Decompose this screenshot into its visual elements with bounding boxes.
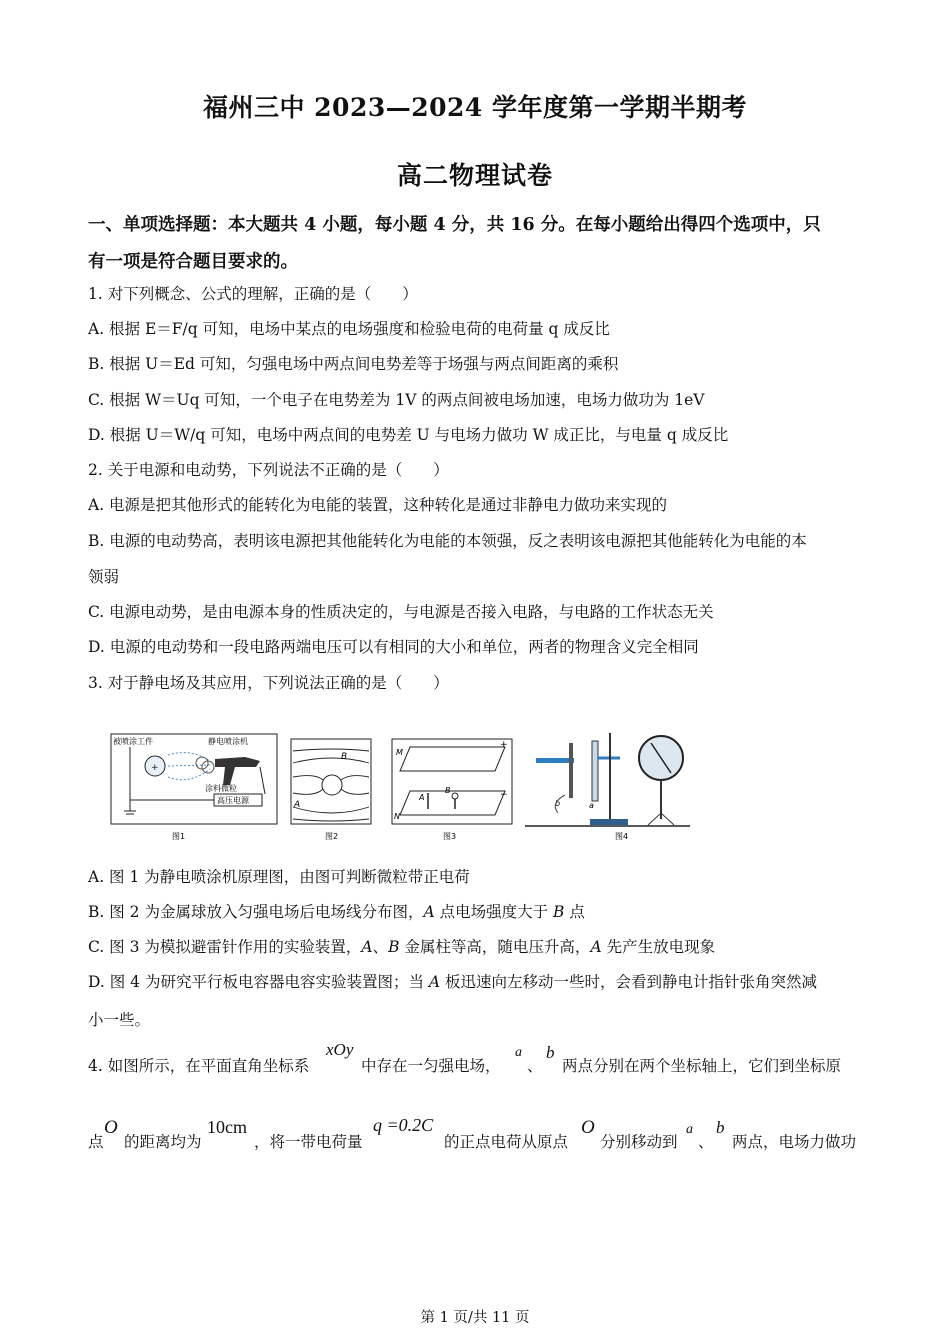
q3-option-a: A. 图 1 为静电喷涂机原理图，由图可判断微粒带正电荷 [88, 868, 470, 886]
fig2-caption: 图2 [325, 832, 339, 841]
fig1-particle-label: 涂料微粒 [205, 784, 237, 793]
fig3-plus: + [500, 740, 508, 750]
q3-stem: 3. 对于静电场及其应用，下列说法正确的是（ ） [88, 674, 449, 692]
fig4-label-a: a [589, 801, 594, 810]
q3-option-d-line1: D. 图 4 为研究平行板电容器电容实验装置图；当 A 板迅速向左移动一些时，会看到静电计指针张角突然减 [88, 973, 818, 991]
exam-subtitle: 高二物理试卷 [396, 161, 553, 190]
q2-option-a: A. 电源是把其他形式的能转化为电能的装置，这种转化是通过非静电力做功来实现的 [88, 496, 668, 514]
q2-option-c: C. 电源电动势，是由电源本身的性质决定的，与电源是否接入电路，与电路的工作状态无关 [88, 603, 714, 621]
q1-stem: 1. 对下列概念、公式的理解，正确的是（ ） [88, 285, 418, 303]
fig3-label-n: N [394, 812, 400, 821]
q1-option-a: A. 根据 E＝F/q 可知，电场中某点的电场强度和检验电荷的电荷量 q 成反比 [88, 320, 610, 338]
fig3-minus: − [500, 790, 508, 800]
q2-option-d: D. 电源的电动势和一段电路两端电压可以有相同的大小和单位，两者的物理含义完全相同 [88, 638, 699, 656]
exam-title: 福州三中 2023—2024 学年度第一学期半期考 [202, 93, 748, 122]
figure-1 [111, 734, 277, 841]
fig1-machine-label: 静电喷涂机 [208, 737, 248, 746]
q3-option-d-line2: 小一些。 [88, 1011, 151, 1029]
q3-option-c: C. 图 3 为模拟避雷针作用的实验装置，A、B 金属柱等高，随电压升高，A 先产生放电现象 [88, 938, 716, 956]
fig4-label-b: b [555, 799, 561, 808]
page-footer: 第 1 页/共 11 页 [420, 1310, 530, 1326]
q1-option-c: C. 根据 W＝Uq 可知，一个电子在电势差为 1V 的两点间被电场加速，电场力做功为 1eV [88, 391, 705, 409]
svg-text:+: + [151, 763, 159, 773]
q3-figures [110, 733, 690, 845]
q3-option-b: B. 图 2 为金属球放入匀强电场后电场线分布图，A 点电场强度大于 B 点 [88, 903, 585, 921]
q2-stem: 2. 关于电源和电动势，下列说法不正确的是（ ） [88, 461, 449, 479]
section-heading-line1: 一、单项选择题：本大题共 4 小题，每小题 4 分，共 16 分。在每小题给出得四个选项中，只 [88, 215, 821, 235]
q1-option-b: B. 根据 U＝Ed 可知，匀强电场中两点间电势差等于场强与两点间距离的乘积 [88, 355, 619, 373]
fig2-label-a: A [294, 800, 301, 810]
figure-4 [525, 733, 690, 841]
q2-option-b-line1: B. 电源的电动势高，表明该电源把其他能转化为电能的本领强，反之表明该电源把其他能转化为电能的本 [88, 532, 807, 550]
fig4-caption: 图4 [615, 832, 629, 841]
q1-option-d: D. 根据 U＝W/q 可知，电场中两点间的电势差 U 与电场力做功 W 成正比，与电量 q 成反比 [88, 426, 729, 444]
fig1-caption: 图1 [172, 832, 186, 841]
fig3-label-b: B [445, 786, 451, 795]
fig3-label-m: M [396, 748, 403, 757]
fig1-workpiece-label: 被喷涂工件 [113, 737, 153, 746]
fig1-hv-label: 高压电源 [217, 796, 249, 805]
q2-option-b-line2: 领弱 [88, 568, 120, 586]
fig3-caption: 图3 [443, 832, 457, 841]
figure-2 [291, 739, 371, 841]
section-heading-line2: 有一项是符合题目要求的。 [88, 252, 298, 272]
figure-3 [392, 739, 512, 841]
fig3-label-a: A [419, 793, 425, 802]
fig2-label-b: B [341, 752, 348, 762]
